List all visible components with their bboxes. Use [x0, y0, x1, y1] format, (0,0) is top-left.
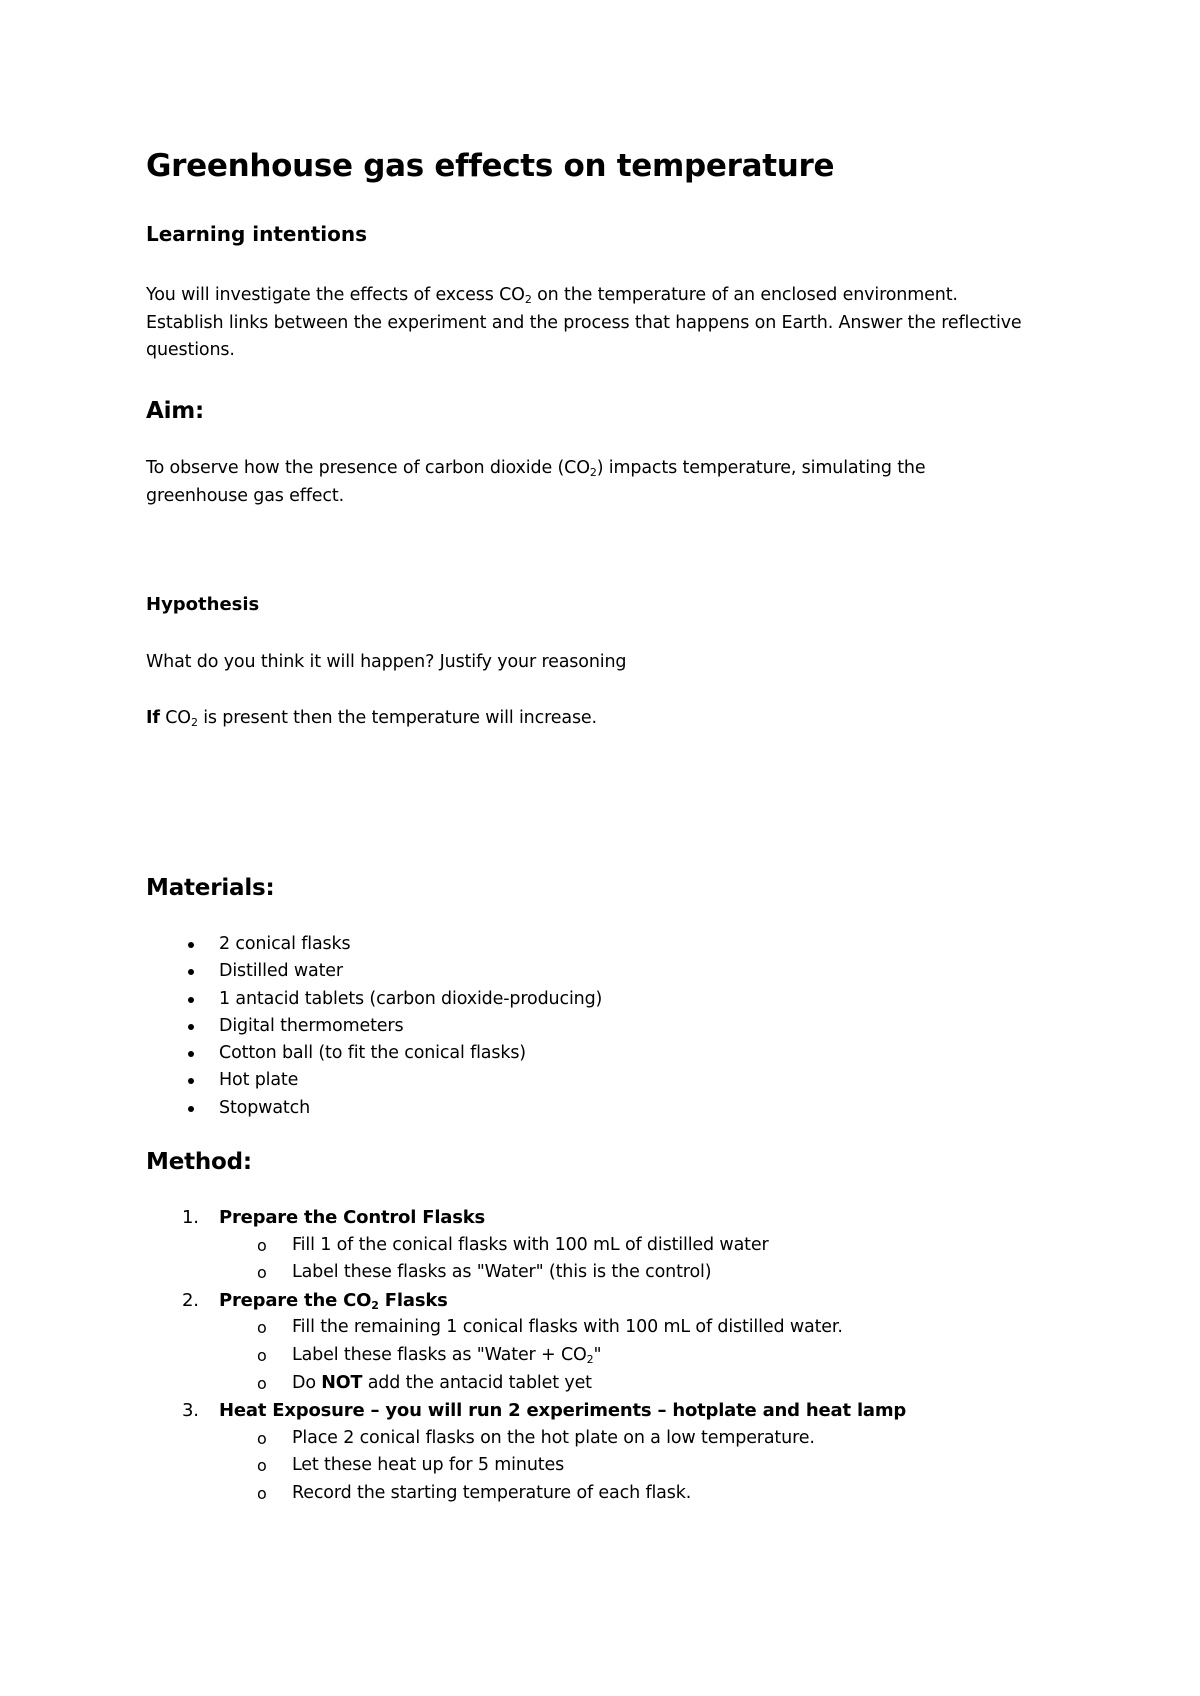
circle-bullet-icon: o — [257, 1263, 267, 1283]
list-item: o Let these heat up for 5 minutes — [146, 1452, 906, 1480]
aim-text — [146, 455, 1076, 510]
list-item: o Label these flasks as "Water + $CO_2$" — [146, 1342, 906, 1370]
circle-bullet-icon: o — [257, 1345, 267, 1365]
list-item: o Do NOT add the antacid tablet yet — [146, 1370, 906, 1398]
list-item: o Fill 1 of the conical flasks with 100 mL of distilled water — [146, 1232, 906, 1260]
learning-intentions-heading: Learning intentions — [146, 222, 368, 246]
list-item: Digital thermometers — [146, 1013, 602, 1040]
bullet-icon — [188, 1051, 194, 1057]
circle-bullet-icon: o — [257, 1428, 267, 1448]
hypothesis-heading: Hypothesis — [146, 594, 260, 615]
bullet-icon — [188, 969, 194, 975]
hypothesis-question: What do you think it will happen? Justify your reasoning — [146, 652, 627, 672]
list-item: o Place 2 conical flasks on the hot plate on a low temperature. — [146, 1425, 906, 1453]
bullet-icon — [188, 1024, 194, 1030]
step-3-heading: 3. Heat Exposure – you will run 2 experiments – hotplate and heat lamp — [182, 1400, 907, 1422]
list-item: Stopwatch — [146, 1095, 602, 1122]
list-item: o Label these flasks as "Water" (this is the control) — [146, 1259, 906, 1287]
aim-heading: Aim: — [146, 398, 205, 424]
learning-intentions-text — [146, 282, 1076, 365]
learning-intentions-line-1: You will investigate the effects of excess $CO_2$ on the temperature of an enclosed environment. — [146, 285, 958, 306]
circle-bullet-icon: o — [257, 1483, 267, 1503]
list-item: o Fill the remaining 1 conical flasks with 100 mL of distilled water. — [146, 1314, 906, 1342]
learning-intentions-line-2: Establish links between the experiment and the process that happens on Earth. Answer the reflective — [146, 312, 1022, 333]
step-2-heading: 2. Prepare the $CO_2$ Flasks — [182, 1289, 448, 1312]
hypothesis-answer: If $CO_2$ is present then the temperature will increase. — [146, 708, 597, 729]
list-item: Hot plate — [146, 1067, 602, 1094]
aim-line-1: To observe how the presence of carbon dioxide $(CO_2)$ impacts temperature, simulating the — [146, 458, 926, 479]
bullet-icon — [188, 1078, 194, 1084]
step-1-heading: 1. Prepare the Control Flasks — [182, 1207, 486, 1228]
aim-line-2: greenhouse gas effect. — [146, 485, 344, 506]
list-item: o Record the starting temperature of each flask. — [146, 1480, 906, 1508]
document-title: Greenhouse gas effects on temperature — [146, 148, 835, 184]
document-page — [146, 0, 1076, 1696]
list-item: 2 conical flasks — [146, 931, 602, 958]
bullet-icon — [188, 942, 194, 948]
list-item: Distilled water — [146, 958, 602, 985]
circle-bullet-icon: o — [257, 1456, 267, 1476]
bullet-icon — [188, 997, 194, 1003]
bullet-icon — [188, 1106, 194, 1112]
list-item: Cotton ball (to fit the conical flasks) — [146, 1040, 602, 1067]
circle-bullet-icon: o — [257, 1373, 267, 1393]
list-item: 1 antacid tablets (carbon dioxide-producing) — [146, 986, 602, 1013]
method-heading: Method: — [146, 1149, 252, 1175]
learning-intentions-line-3: questions. — [146, 340, 235, 360]
materials-list — [146, 931, 602, 1122]
method-steps — [146, 1204, 906, 1508]
materials-heading: Materials: — [146, 875, 275, 901]
circle-bullet-icon: o — [257, 1235, 267, 1255]
circle-bullet-icon: o — [257, 1318, 267, 1338]
